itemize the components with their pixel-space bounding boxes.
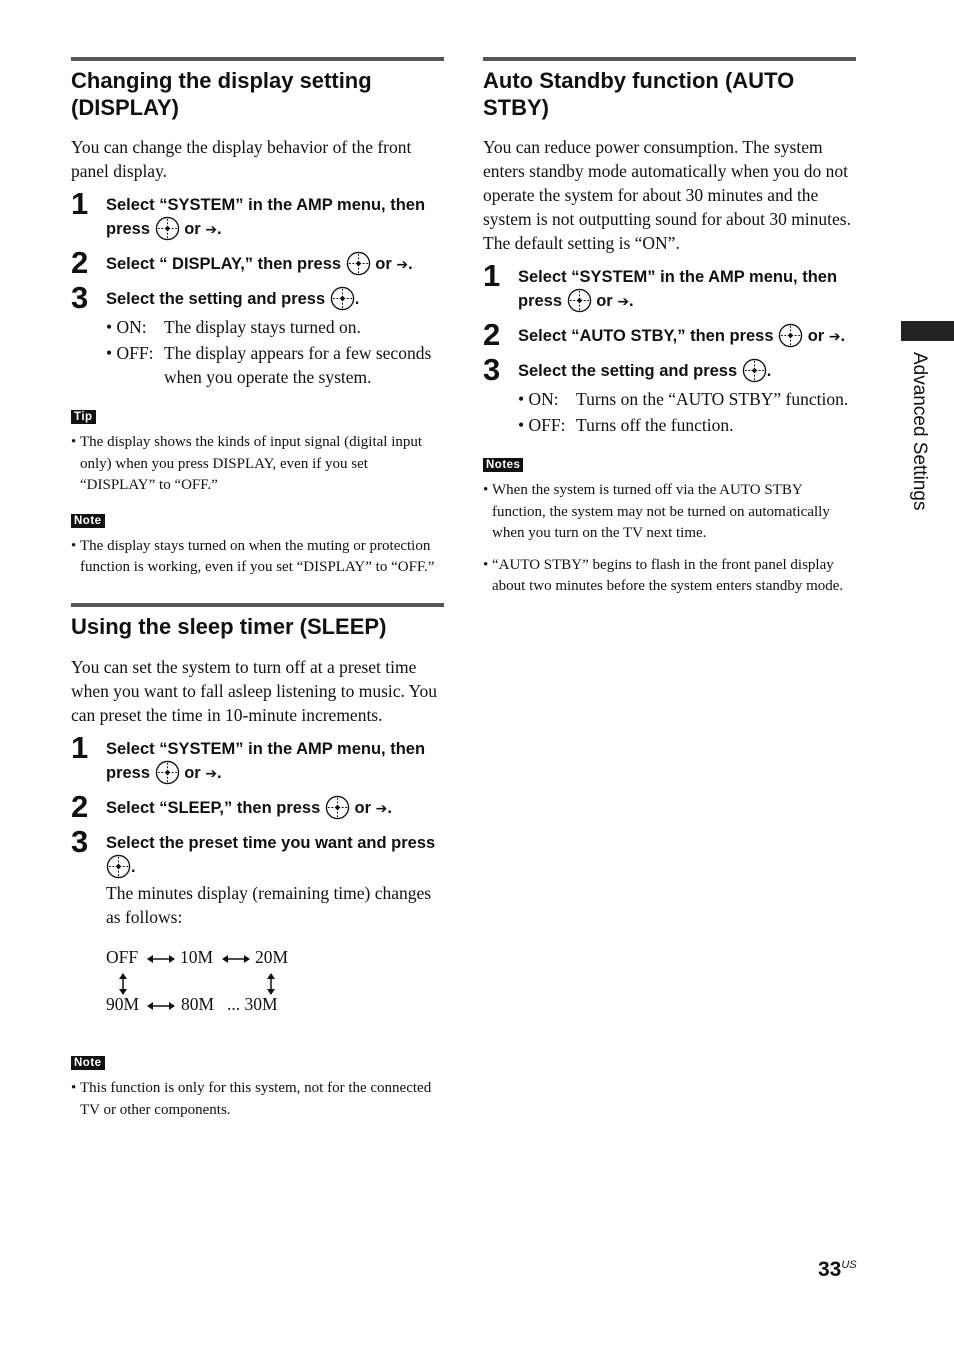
enter-button-icon — [778, 323, 803, 348]
section-rule — [483, 57, 856, 61]
step-text: Select “SLEEP,” then press — [106, 798, 321, 817]
double-headed-arrow-icon — [146, 953, 176, 965]
sleep-section-title: Using the sleep timer (SLEEP) — [71, 613, 387, 639]
option-desc: The display appears for a few seconds when you operate the system. — [164, 343, 432, 387]
right-column — [483, 57, 856, 598]
step-text: Select the setting and press — [518, 362, 738, 380]
standby-section-title: Auto Standby function (AUTO STBY) — [483, 68, 795, 120]
notes-badge: Notes — [483, 458, 523, 472]
step-number: 2 — [483, 317, 501, 352]
flow-10m: 10M — [180, 946, 214, 967]
page-number-suffix: US — [841, 1259, 857, 1271]
step-text: Select “SYSTEM” in the AMP menu, then press — [106, 196, 426, 238]
standby-intro: You can reduce power consumption. The system enters standby mode automatically when you do not operate the system for about 30 minutes and the system is not outputting sound for about 30 minutes. — [483, 137, 851, 229]
note-badge: Note — [71, 514, 105, 528]
step-end: . — [408, 255, 413, 273]
sleep-note-block — [71, 1053, 444, 1121]
sleep-step-2 — [71, 788, 444, 824]
flow-90m: 90M — [106, 993, 140, 1014]
right-arrow-icon: ➔ — [617, 294, 630, 310]
right-arrow-icon: ➔ — [396, 257, 409, 273]
or-text: or — [807, 327, 825, 345]
step-text: Select “SYSTEM” in the AMP menu, then press — [518, 268, 838, 310]
step-end: . — [131, 857, 136, 876]
sleep-step-3-body: The minutes display (remaining time) changes as follows: — [106, 882, 432, 927]
step-number: 2 — [71, 788, 89, 824]
note-text: • When the system is turned off via the AUTO STBY function, the system may not be turned on automatically when you turn on the TV next time. — [483, 480, 856, 545]
option-off — [483, 413, 856, 437]
tip-text: • The display shows the kinds of input signal (digital input only) when you press DISPLAY, even if you set “DISPLAY” to “OFF.” — [71, 432, 444, 497]
display-step-2 — [71, 245, 444, 280]
enter-button-icon — [325, 795, 350, 820]
option-desc: The display stays turned on. — [164, 317, 361, 337]
double-headed-arrow-icon — [221, 953, 251, 965]
option-on — [483, 387, 856, 411]
page-number — [818, 1258, 857, 1282]
option-desc: Turns on the “AUTO STBY” function. — [576, 389, 849, 409]
enter-button-icon — [106, 854, 131, 879]
sleep-step-1 — [71, 729, 444, 786]
note-text: • The display stays turned on when the muting or protection function is working, even if you set “DISPLAY” to “OFF.” — [71, 536, 444, 579]
step-number: 3 — [483, 352, 501, 387]
note-badge: Note — [71, 1056, 105, 1070]
option-desc: Turns off the function. — [576, 415, 734, 435]
double-headed-arrow-icon — [265, 972, 277, 996]
standby-default: The default setting is “ON”. — [483, 233, 680, 253]
right-arrow-icon: ➔ — [828, 329, 841, 345]
step-end: . — [354, 290, 360, 308]
enter-button-icon — [567, 288, 592, 313]
flow-off: OFF — [106, 946, 139, 967]
enter-button-icon — [155, 216, 180, 241]
standby-notes-block — [483, 455, 856, 598]
right-arrow-icon: ➔ — [205, 765, 218, 782]
or-text: or — [184, 763, 201, 782]
page-number-value: 33 — [818, 1258, 842, 1281]
option-label: • OFF: — [106, 343, 154, 363]
section-tab-marker — [901, 321, 954, 341]
note-text: • This function is only for this system, not for the connected TV or other components. — [71, 1078, 444, 1121]
or-text: or — [596, 292, 613, 310]
step-end: . — [217, 763, 222, 782]
display-step-3 — [71, 280, 444, 315]
option-off — [71, 341, 444, 389]
or-text: or — [375, 255, 392, 273]
enter-button-icon — [742, 358, 767, 383]
step-end: . — [629, 292, 634, 310]
step-text: Select the preset time you want and press — [106, 833, 436, 852]
option-label: • ON: — [106, 317, 147, 337]
left-column — [71, 57, 444, 1121]
option-label: • ON: — [518, 389, 559, 409]
flow-20m: 20M — [255, 946, 289, 967]
display-step-1 — [71, 186, 444, 242]
step-end: . — [840, 327, 846, 345]
step-end: . — [387, 798, 392, 817]
step-end: . — [766, 362, 772, 380]
display-section-title: Changing the display setting (DISPLAY) — [71, 68, 372, 120]
step-text: Select “ DISPLAY,” then press — [106, 255, 342, 273]
section-rule — [71, 603, 444, 607]
step-number: 1 — [483, 258, 501, 293]
step-number: 1 — [71, 729, 89, 765]
or-text: or — [354, 798, 371, 817]
enter-button-icon — [346, 251, 371, 276]
sleep-time-cycle — [106, 947, 444, 1029]
display-intro: You can change the display behavior of the front panel display. — [71, 137, 412, 181]
step-text: Select “SYSTEM” in the AMP menu, then press — [106, 739, 426, 782]
double-headed-arrow-icon — [117, 972, 129, 996]
standby-step-1 — [483, 258, 856, 314]
enter-button-icon — [155, 760, 180, 785]
step-end: . — [217, 220, 222, 238]
note-block — [71, 511, 444, 579]
sleep-step-3 — [71, 823, 444, 879]
step-text: Select “AUTO STBY,” then press — [518, 327, 774, 345]
note-text: • “AUTO STBY” begins to flash in the front panel display about two minutes before the system enters standby mode. — [483, 555, 856, 598]
double-headed-arrow-icon — [146, 1000, 176, 1012]
step-number: 1 — [71, 186, 89, 221]
section-rule — [71, 57, 444, 61]
tip-block — [71, 407, 444, 497]
step-number: 2 — [71, 245, 89, 280]
side-section-label — [904, 352, 934, 542]
or-text: or — [184, 220, 201, 238]
flow-80m: 80M — [181, 993, 215, 1014]
right-arrow-icon: ➔ — [205, 222, 218, 238]
step-text: Select the setting and press — [106, 290, 326, 308]
standby-step-3 — [483, 352, 856, 387]
side-label-text: Advanced Settings — [909, 352, 930, 511]
standby-step-2 — [483, 317, 856, 352]
step-number: 3 — [71, 280, 89, 315]
option-label: • OFF: — [518, 415, 566, 435]
sleep-intro: You can set the system to turn off at a preset time when you want to fall asleep listening to music. You can preset the time in 10-minute increments. — [71, 656, 438, 725]
tip-badge: Tip — [71, 410, 96, 424]
flow-30m: ... 30M — [227, 993, 278, 1014]
right-arrow-icon: ➔ — [375, 800, 388, 817]
enter-button-icon — [330, 286, 355, 311]
step-number: 3 — [71, 823, 89, 859]
option-on — [71, 315, 444, 339]
